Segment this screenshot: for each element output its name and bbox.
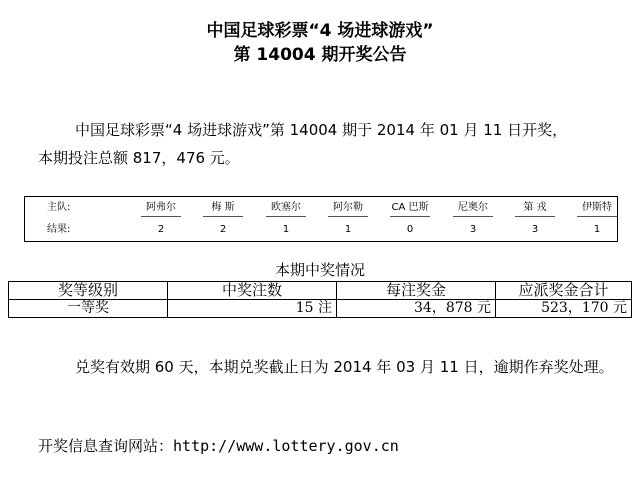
team-name: CA 巴斯 bbox=[391, 202, 429, 213]
match-result: 3 bbox=[531, 224, 539, 235]
column-header: 奖等级别 bbox=[9, 282, 168, 300]
website-line bbox=[38, 432, 628, 460]
team-name: 阿弗尔 bbox=[146, 202, 176, 213]
prize-table bbox=[8, 281, 632, 318]
column-header: 每注奖金 bbox=[337, 282, 496, 300]
match-results-table bbox=[24, 196, 618, 242]
separator-line bbox=[266, 216, 306, 217]
separator-line bbox=[328, 216, 368, 217]
separator-line bbox=[577, 216, 617, 217]
prize-level: 一等奖 bbox=[9, 300, 168, 318]
home-team-row bbox=[25, 201, 617, 215]
team-name: 尼奥尔 bbox=[458, 202, 488, 213]
announcement-issue-title: 第 14004 期开奖公告 bbox=[233, 45, 407, 65]
prize-per-bet: 34，878 元 bbox=[337, 300, 496, 318]
prize-table-header bbox=[9, 282, 632, 300]
announcement-title: 中国足球彩票“4 场进球游戏” bbox=[206, 21, 434, 41]
column-header: 中奖注数 bbox=[168, 282, 337, 300]
team-name: 第 戎 bbox=[523, 202, 547, 213]
separator-line bbox=[141, 216, 181, 217]
match-result: 1 bbox=[593, 224, 601, 235]
match-result: 0 bbox=[406, 224, 414, 235]
result-label: 结果: bbox=[47, 224, 71, 235]
result-row bbox=[25, 223, 617, 237]
match-result: 3 bbox=[469, 224, 477, 235]
team-name: 阿尔勒 bbox=[333, 202, 363, 213]
match-result: 2 bbox=[219, 224, 227, 235]
intro-line-2: 本期投注总额 817，476 元。 bbox=[38, 149, 240, 167]
match-result: 2 bbox=[157, 224, 165, 235]
intro-line-1: 中国足球彩票“4 场进球游戏”第 14004 期于 2014 年 01 月 11 日开奖， bbox=[75, 121, 568, 139]
separator-line bbox=[203, 216, 243, 217]
intro-paragraph bbox=[38, 116, 628, 172]
match-result: 1 bbox=[282, 224, 290, 235]
table-row bbox=[9, 300, 632, 318]
website-link[interactable]: http://www.lottery.gov.cn bbox=[173, 437, 399, 455]
website-label: 开奖信息查询网站： bbox=[38, 437, 174, 455]
separator-line bbox=[453, 216, 493, 217]
team-name: 欧塞尔 bbox=[271, 202, 301, 213]
claim-notice: 兑奖有效期 60 天，本期兑奖截止日为 2014 年 03 月 11 日，逾期作弃奖处理。 bbox=[75, 358, 614, 376]
prize-total: 523，170 元 bbox=[496, 300, 632, 318]
team-name: 伊斯特 bbox=[582, 202, 612, 213]
separator-line bbox=[390, 216, 430, 217]
winner-count: 15 注 bbox=[168, 300, 337, 318]
team-name: 梅 斯 bbox=[211, 202, 235, 213]
home-team-label: 主队: bbox=[47, 202, 71, 213]
match-result: 1 bbox=[344, 224, 352, 235]
prize-section-heading: 本期中奖情况 bbox=[274, 261, 365, 279]
separator-line bbox=[515, 216, 555, 217]
column-header: 应派奖金合计 bbox=[496, 282, 632, 300]
